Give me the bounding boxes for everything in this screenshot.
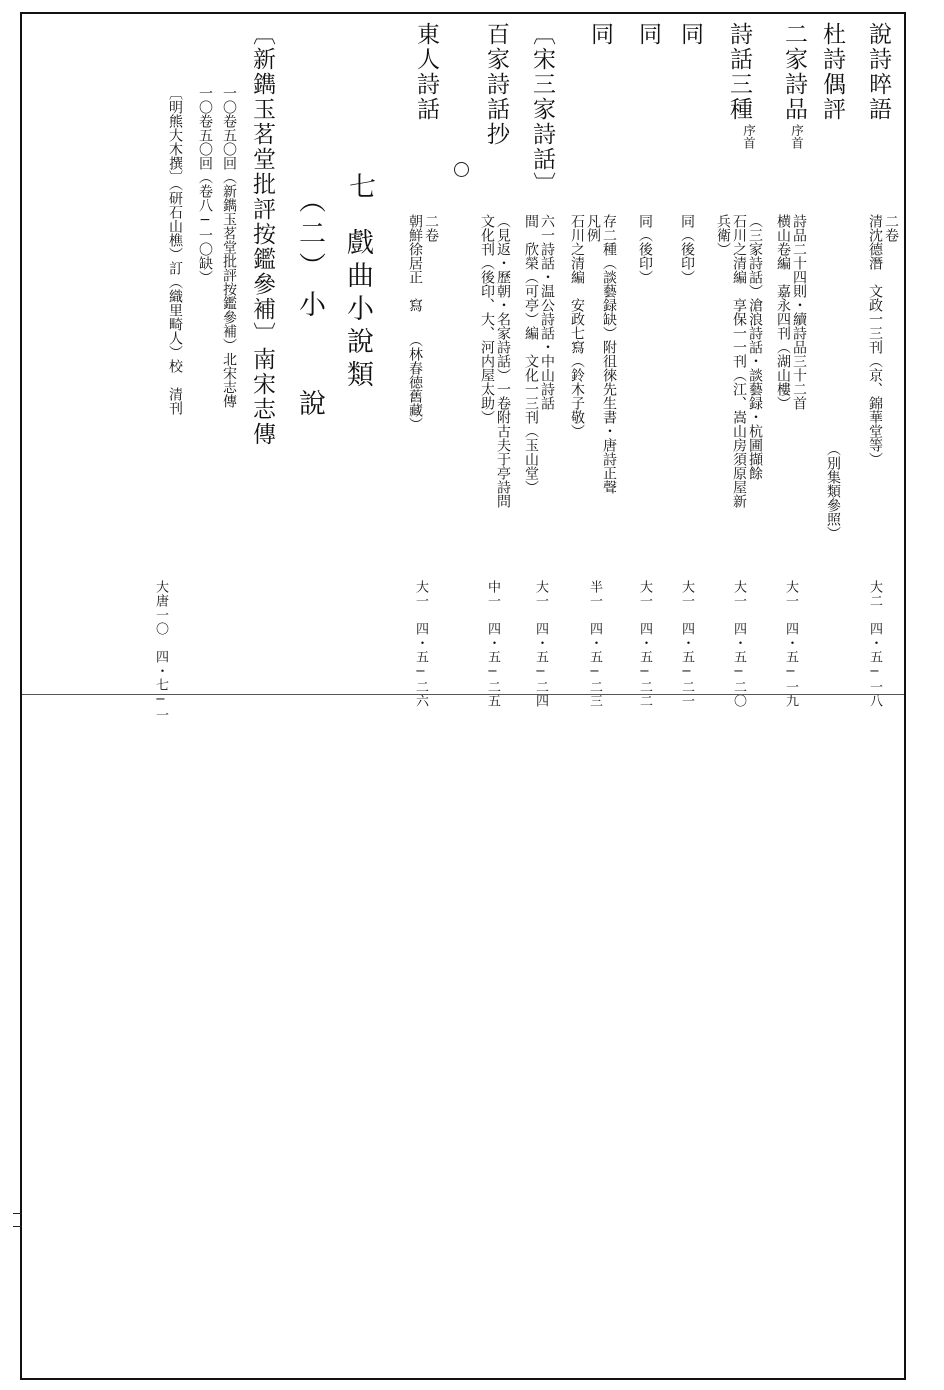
entry-title: 同 (587, 22, 613, 47)
entry-detail: 〔明熊大木撰〕（研石山樵）訂（織里畸人）校 清刊 (167, 86, 183, 415)
subsection-heading: 小 說 (294, 290, 325, 422)
entry-detail: 朝鮮徐居正 寫 （林春徳舊藏） (407, 214, 423, 431)
page-number (2, 1250, 3, 1254)
entry-title-note: 序首 (741, 124, 757, 149)
entry-title: 說詩晬語 (865, 22, 891, 122)
entry-title: 東人詩話 (413, 22, 439, 122)
entry-title: 〔新鐫玉茗堂批評按鑑參補〕南宋志傳 (249, 22, 275, 447)
entry-ref: 大一 四・五−二一 (679, 580, 694, 708)
entry-detail: （三家詩話）滄浪詩話・談藝録・杭圃擷餘 (747, 214, 763, 480)
entry-detail: 二卷 (423, 214, 439, 242)
entry-ref: 大一 四・五−二〇 (731, 580, 746, 708)
entry-title-note: 序首 (789, 124, 805, 149)
entry-title: 〔宋三家詩話〕 (529, 22, 555, 197)
entry-ref: 大二 四・五−一八 (867, 580, 882, 708)
entry-detail: 清沈德潛 文政一三刊（京、錦華堂等） (867, 214, 883, 466)
entry-detail: 存二種（談藝録缺）附徂徠先生書・唐詩正聲 (601, 214, 617, 494)
entry-detail: 石川之清編 享保一一刊（江、嵩山房須原屋新 (731, 214, 747, 508)
entry-detail: （見返・歷朝・名家詩話）一卷附古夫于亭詩問 (495, 214, 511, 508)
section-number: 七 (344, 172, 375, 205)
entry-ref: 大一 四・五−一九 (783, 580, 798, 708)
entry-detail: 横山卷編 嘉永四刊（湖山樓） (775, 214, 791, 410)
page-number-mark (13, 1213, 22, 1214)
entry-detail: 文化刊（後印、大、河内屋太助） (479, 214, 495, 424)
entry-title: 同 (677, 22, 703, 47)
entry-ref: 大一 四・五−二二 (637, 580, 652, 708)
entry-detail: 一〇卷五〇回（新鐫玉茗堂批評按鑑參補）北宋志傳 (221, 86, 237, 408)
entry-detail: 間 欣榮（可亭）編 文化一三刊（玉山堂） (523, 214, 539, 494)
entry-title: 詩話三種 (726, 22, 752, 122)
entry-title: 二家詩品 (781, 22, 807, 122)
entry-ref: 大一 四・五−二六 (413, 580, 428, 708)
entry-ref: 中一 四・五−二五 (485, 580, 500, 708)
entry-detail: 兵衛） (715, 214, 731, 256)
entry-detail: 六一詩話・温公詩話・中山詩話 (539, 214, 555, 410)
entry-detail: （別集類參照） (825, 442, 841, 540)
entry-detail: 二卷 (883, 214, 899, 242)
entry-detail: 凡例 (585, 214, 601, 242)
entry-detail: 詩品二十四則・續詩品三十二首 (791, 214, 807, 410)
entry-title: 杜詩偶評 (819, 22, 845, 122)
page-number-mark (13, 1226, 22, 1227)
entry-title: 同 (635, 22, 661, 47)
entry-detail: 同（後印） (679, 214, 695, 284)
entry-detail: 同（後印） (637, 214, 653, 284)
entry-detail: 石川之清編 安政七寫（鈴木子敬） (569, 214, 585, 438)
entry-ref: 大一 四・五−二四 (533, 580, 548, 708)
subsection-number: （二） (294, 186, 325, 285)
entry-ref: 大唐一〇 四・七−一 (153, 580, 168, 722)
section-heading: 戲曲小說類 (342, 228, 373, 393)
entry-detail: 一〇卷五〇回（卷八−一〇缺） (197, 86, 213, 284)
page-divider (22, 694, 904, 695)
entry-title: 百家詩話抄 (483, 22, 509, 147)
circle-separator-icon (454, 162, 469, 177)
entry-ref: 半一 四・五−二三 (587, 580, 602, 708)
